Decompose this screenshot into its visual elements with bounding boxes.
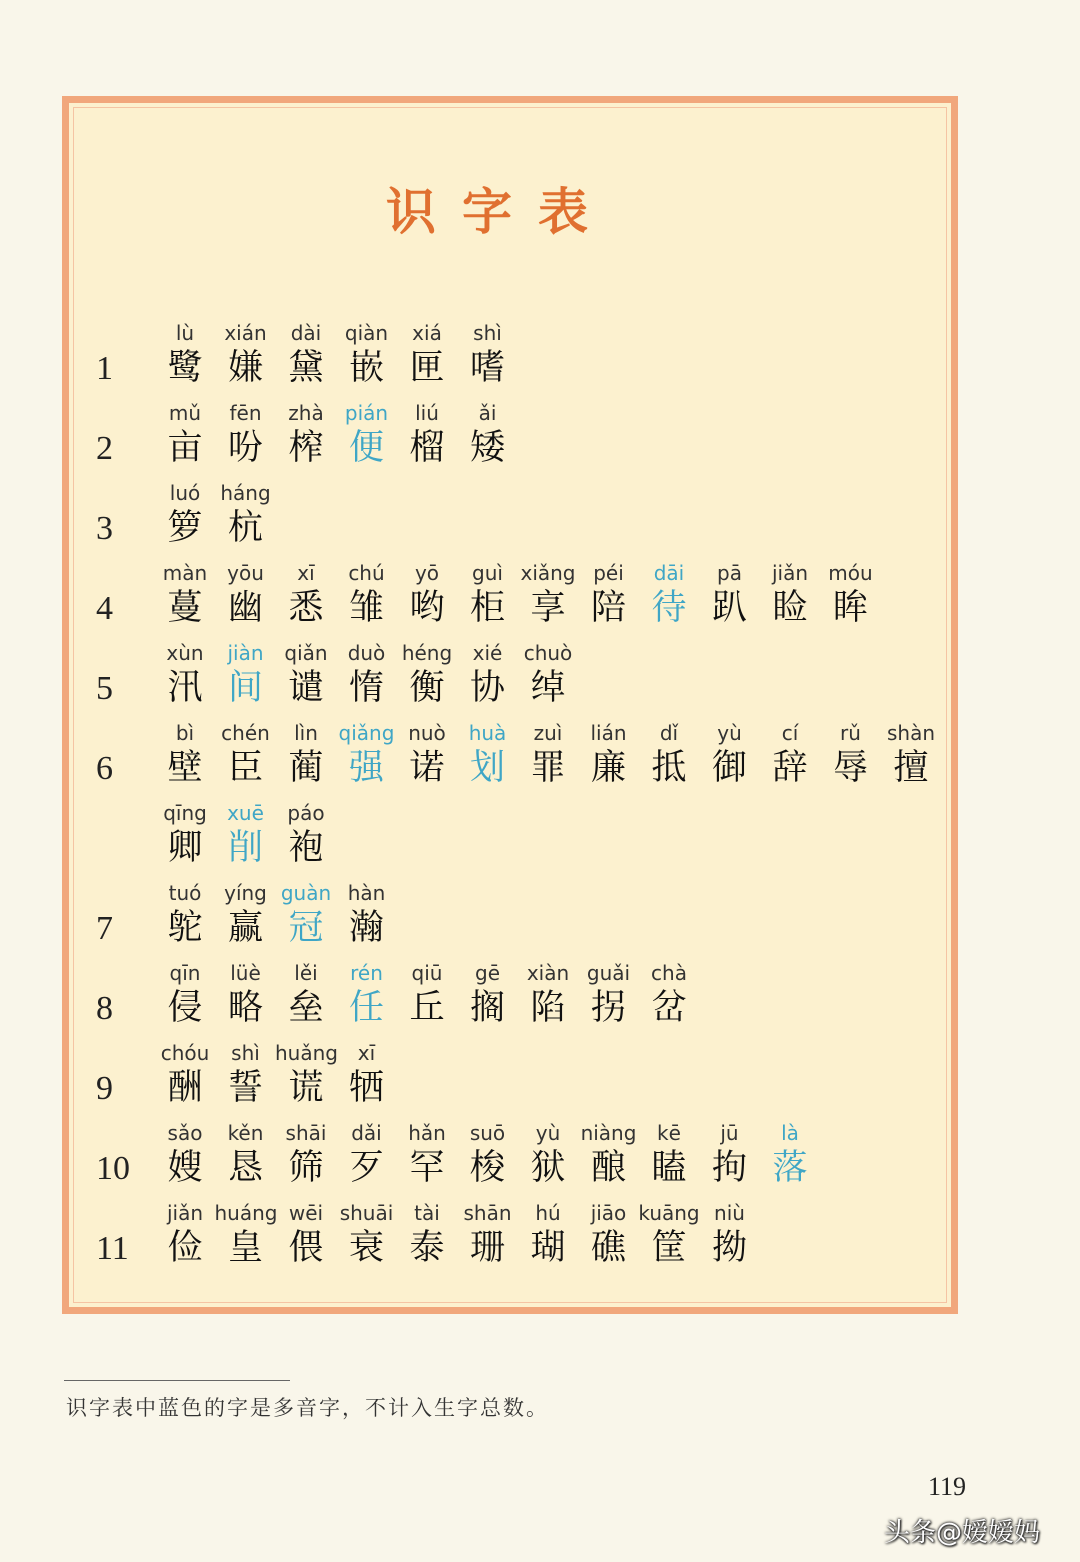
pinyin: jiāo xyxy=(590,1201,627,1225)
pinyin: pā xyxy=(717,561,742,585)
pinyin: cí xyxy=(781,721,799,745)
hanzi: 擅 xyxy=(893,748,929,788)
hanzi: 趴 xyxy=(711,588,747,628)
hanzi: 亩 xyxy=(167,428,203,468)
hanzi: 幽 xyxy=(227,588,263,628)
hanzi: 匣 xyxy=(409,348,445,388)
character xyxy=(154,640,216,710)
character xyxy=(880,720,942,790)
pinyin: jiàn xyxy=(227,641,264,665)
pinyin: tuó xyxy=(168,881,202,905)
pinyin: kē xyxy=(657,1121,681,1145)
character xyxy=(215,880,277,950)
hanzi: 嗜 xyxy=(469,348,505,388)
character xyxy=(457,320,519,390)
pinyin: qīn xyxy=(169,961,201,985)
character xyxy=(215,400,277,470)
character xyxy=(275,320,337,390)
lesson-row xyxy=(0,560,1000,638)
pinyin: nuò xyxy=(408,721,446,745)
character xyxy=(396,1200,458,1270)
pinyin: xián xyxy=(224,321,267,345)
character xyxy=(336,560,398,630)
character xyxy=(759,560,821,630)
character xyxy=(820,560,882,630)
pinyin: kěn xyxy=(227,1121,264,1145)
polyphonic-character xyxy=(759,1120,821,1190)
hanzi: 岔 xyxy=(651,988,687,1028)
character xyxy=(578,1120,640,1190)
hanzi: 榴 xyxy=(409,428,445,468)
pinyin: wēi xyxy=(288,1201,324,1225)
hanzi: 强 xyxy=(348,748,384,788)
pinyin: dǐ xyxy=(659,721,679,745)
lesson-row xyxy=(0,400,1000,478)
lesson-number: 7 xyxy=(96,910,113,947)
hanzi: 鸵 xyxy=(167,908,203,948)
character xyxy=(154,960,216,1030)
character xyxy=(457,640,519,710)
lesson-row xyxy=(0,1200,1000,1278)
pinyin: lìn xyxy=(294,721,318,745)
pinyin: jiǎn xyxy=(771,561,809,585)
hanzi: 瀚 xyxy=(348,908,384,948)
hanzi: 俭 xyxy=(167,1228,203,1268)
hanzi: 惰 xyxy=(348,668,384,708)
pinyin: liú xyxy=(415,401,439,425)
pinyin: rén xyxy=(350,961,383,985)
hanzi: 柜 xyxy=(469,588,505,628)
character xyxy=(154,880,216,950)
lesson-number: 3 xyxy=(96,510,113,547)
page-number: 119 xyxy=(928,1472,967,1501)
watermark: 头条@嫒嫒妈 xyxy=(884,1518,1041,1548)
character xyxy=(578,960,640,1030)
pinyin: xùn xyxy=(166,641,204,665)
hanzi: 筐 xyxy=(651,1228,687,1268)
hanzi: 狱 xyxy=(530,1148,566,1188)
hanzi: 蔓 xyxy=(167,588,203,628)
character xyxy=(638,1120,700,1190)
pinyin: chén xyxy=(221,721,270,745)
hanzi: 拐 xyxy=(590,988,626,1028)
character xyxy=(275,640,337,710)
hanzi: 侵 xyxy=(167,988,203,1028)
character xyxy=(154,560,216,630)
pinyin: mǔ xyxy=(168,401,202,425)
character xyxy=(215,1200,277,1270)
hanzi: 丘 xyxy=(409,988,445,1028)
hanzi: 衡 xyxy=(409,668,445,708)
pinyin: xiá xyxy=(412,321,442,345)
lesson-number: 11 xyxy=(96,1230,129,1267)
pinyin: hàn xyxy=(347,881,386,905)
character xyxy=(396,560,458,630)
hanzi: 廉 xyxy=(590,748,626,788)
pinyin: niù xyxy=(714,1201,745,1225)
pinyin: péi xyxy=(593,561,624,585)
lesson-row xyxy=(0,640,1000,718)
polyphonic-character xyxy=(336,720,398,790)
hanzi: 落 xyxy=(772,1148,808,1188)
hanzi: 壁 xyxy=(167,748,203,788)
pinyin: xiǎng xyxy=(520,561,576,585)
character xyxy=(578,720,640,790)
hanzi: 谴 xyxy=(288,668,324,708)
lesson-row xyxy=(0,880,1000,958)
hanzi: 冠 xyxy=(288,908,324,948)
hanzi: 协 xyxy=(469,668,505,708)
hanzi: 陪 xyxy=(590,588,626,628)
character xyxy=(396,400,458,470)
pinyin: dǎi xyxy=(351,1121,382,1145)
pinyin: hú xyxy=(535,1201,561,1225)
pinyin: jū xyxy=(720,1121,739,1145)
character xyxy=(275,1120,337,1190)
hanzi: 抵 xyxy=(651,748,687,788)
hanzi: 臣 xyxy=(227,748,263,788)
character xyxy=(336,1040,398,1110)
hanzi: 瞌 xyxy=(651,1148,687,1188)
hanzi: 牺 xyxy=(348,1068,384,1108)
hanzi: 诺 xyxy=(409,748,445,788)
character xyxy=(699,1120,761,1190)
hanzi: 袍 xyxy=(288,828,324,868)
hanzi: 罕 xyxy=(409,1148,445,1188)
hanzi: 辱 xyxy=(832,748,868,788)
character xyxy=(578,560,640,630)
pinyin: qiǎn xyxy=(284,641,328,665)
footnote: 识字表中蓝色的字是多音字，不计入生字总数。 xyxy=(66,1396,549,1420)
hanzi: 哟 xyxy=(409,588,445,628)
hanzi: 垒 xyxy=(288,988,324,1028)
hanzi: 绰 xyxy=(530,668,566,708)
pinyin: là xyxy=(781,1121,799,1145)
pinyin: tài xyxy=(414,1201,440,1225)
pinyin: rǔ xyxy=(840,721,861,745)
character xyxy=(336,640,398,710)
hanzi: 御 xyxy=(711,748,747,788)
polyphonic-character xyxy=(336,400,398,470)
pinyin: yō xyxy=(414,561,440,585)
hanzi: 辞 xyxy=(772,748,808,788)
character xyxy=(215,480,277,550)
pinyin: lù xyxy=(175,321,195,345)
hanzi: 黛 xyxy=(288,348,324,388)
lesson-number: 1 xyxy=(96,350,113,387)
pinyin: jiǎn xyxy=(166,1201,204,1225)
character xyxy=(154,1200,216,1270)
pinyin: háng xyxy=(220,481,271,505)
pinyin: qiū xyxy=(411,961,443,985)
hanzi: 皇 xyxy=(227,1228,263,1268)
pinyin: suō xyxy=(469,1121,506,1145)
character xyxy=(457,960,519,1030)
pinyin: yù xyxy=(717,721,742,745)
character xyxy=(275,1040,337,1110)
pinyin: lüè xyxy=(230,961,261,985)
character xyxy=(275,720,337,790)
character xyxy=(154,400,216,470)
lesson-number: 6 xyxy=(96,750,113,787)
character xyxy=(517,1120,579,1190)
pinyin: xuē xyxy=(227,801,264,825)
pinyin: shāi xyxy=(285,1121,327,1145)
pinyin: zuì xyxy=(533,721,563,745)
hanzi: 搁 xyxy=(469,988,505,1028)
polyphonic-character xyxy=(275,880,337,950)
pinyin: qiǎng xyxy=(338,721,395,745)
pinyin: huǎng xyxy=(275,1041,338,1065)
character xyxy=(638,720,700,790)
character xyxy=(275,400,337,470)
character xyxy=(154,320,216,390)
character xyxy=(638,1200,700,1270)
hanzi: 谎 xyxy=(288,1068,324,1108)
hanzi: 赢 xyxy=(227,908,263,948)
character xyxy=(154,480,216,550)
character xyxy=(336,1120,398,1190)
pinyin: chà xyxy=(651,961,687,985)
character xyxy=(699,560,761,630)
pinyin: shuāi xyxy=(339,1201,394,1225)
pinyin: qīng xyxy=(163,801,207,825)
hanzi: 略 xyxy=(227,988,263,1028)
character xyxy=(457,1120,519,1190)
character xyxy=(699,720,761,790)
hanzi: 箩 xyxy=(167,508,203,548)
pinyin: chuò xyxy=(523,641,573,665)
character xyxy=(517,560,579,630)
lesson-number: 8 xyxy=(96,990,113,1027)
hanzi: 恳 xyxy=(227,1148,263,1188)
pinyin: xié xyxy=(472,641,503,665)
hanzi: 睑 xyxy=(772,588,808,628)
character xyxy=(517,720,579,790)
hanzi: 嵌 xyxy=(348,348,384,388)
pinyin: fēn xyxy=(229,401,262,425)
lesson-number: 2 xyxy=(96,430,113,467)
character xyxy=(457,1200,519,1270)
character xyxy=(215,720,277,790)
pinyin: duò xyxy=(347,641,386,665)
hanzi: 杭 xyxy=(227,508,263,548)
character xyxy=(396,320,458,390)
pinyin: huáng xyxy=(214,1201,278,1225)
pinyin: shàn xyxy=(886,721,936,745)
pinyin: dài xyxy=(290,321,322,345)
footnote-divider xyxy=(64,1380,290,1381)
hanzi: 泰 xyxy=(409,1228,445,1268)
character xyxy=(215,1040,277,1110)
hanzi: 榨 xyxy=(288,428,324,468)
character xyxy=(578,1200,640,1270)
pinyin: xiàn xyxy=(526,961,570,985)
character xyxy=(396,640,458,710)
hanzi: 雏 xyxy=(348,588,384,628)
character xyxy=(215,320,277,390)
pinyin: sǎo xyxy=(167,1121,203,1145)
hanzi: 嫌 xyxy=(227,348,263,388)
character xyxy=(396,1120,458,1190)
character xyxy=(215,960,277,1030)
character xyxy=(215,560,277,630)
hanzi: 悉 xyxy=(288,588,324,628)
pinyin: héng xyxy=(401,641,453,665)
hanzi: 鹭 xyxy=(167,348,203,388)
character xyxy=(154,1040,216,1110)
hanzi: 间 xyxy=(227,668,263,708)
pinyin: niàng xyxy=(580,1121,637,1145)
hanzi: 蔺 xyxy=(288,748,324,788)
hanzi: 任 xyxy=(348,988,384,1028)
hanzi: 礁 xyxy=(590,1228,626,1268)
pinyin: lěi xyxy=(294,961,318,985)
character xyxy=(275,800,337,870)
pinyin: pián xyxy=(344,401,389,425)
lesson-number: 5 xyxy=(96,670,113,707)
pinyin: guǎi xyxy=(586,961,631,985)
hanzi: 眸 xyxy=(832,588,868,628)
pinyin: yíng xyxy=(224,881,267,905)
hanzi: 瑚 xyxy=(530,1228,566,1268)
pinyin: guì xyxy=(472,561,503,585)
pinyin: luó xyxy=(169,481,201,505)
hanzi: 拗 xyxy=(711,1228,747,1268)
pinyin: shì xyxy=(231,1041,260,1065)
character xyxy=(154,800,216,870)
character xyxy=(638,960,700,1030)
lesson-row xyxy=(0,1120,1000,1198)
character xyxy=(275,560,337,630)
character xyxy=(759,720,821,790)
hanzi: 便 xyxy=(348,428,384,468)
hanzi: 待 xyxy=(651,588,687,628)
pinyin: shì xyxy=(473,321,502,345)
hanzi: 享 xyxy=(530,588,566,628)
hanzi: 酿 xyxy=(590,1148,626,1188)
pinyin: xī xyxy=(297,561,315,585)
lesson-row xyxy=(0,720,1000,798)
pinyin: zhà xyxy=(288,401,324,425)
character xyxy=(517,1200,579,1270)
lesson-row xyxy=(0,1040,1000,1118)
hanzi: 陷 xyxy=(530,988,566,1028)
pinyin: ǎi xyxy=(478,401,497,425)
character xyxy=(457,400,519,470)
pinyin: yù xyxy=(535,1121,561,1145)
lesson-number: 10 xyxy=(96,1150,130,1187)
hanzi: 嫂 xyxy=(167,1148,203,1188)
lesson-row xyxy=(0,960,1000,1038)
lesson-number: 9 xyxy=(96,1070,113,1107)
character xyxy=(215,1120,277,1190)
lesson-row xyxy=(0,320,1000,398)
character xyxy=(336,880,398,950)
pinyin: chú xyxy=(348,561,385,585)
pinyin: lián xyxy=(590,721,627,745)
hanzi: 誓 xyxy=(227,1068,263,1108)
character xyxy=(275,960,337,1030)
character xyxy=(154,720,216,790)
pinyin: shān xyxy=(463,1201,512,1225)
hanzi: 酬 xyxy=(167,1068,203,1108)
character xyxy=(517,960,579,1030)
hanzi: 珊 xyxy=(469,1228,505,1268)
lesson-row xyxy=(0,480,1000,558)
pinyin: kuāng xyxy=(638,1201,700,1225)
character xyxy=(275,1200,337,1270)
hanzi: 削 xyxy=(227,828,263,868)
hanzi: 汛 xyxy=(167,668,203,708)
hanzi: 拘 xyxy=(711,1148,747,1188)
hanzi: 衰 xyxy=(348,1228,384,1268)
hanzi: 梭 xyxy=(469,1148,505,1188)
polyphonic-character xyxy=(336,960,398,1030)
hanzi: 歹 xyxy=(348,1148,384,1188)
hanzi: 罪 xyxy=(530,748,566,788)
character xyxy=(699,1200,761,1270)
character xyxy=(517,640,579,710)
pinyin: gē xyxy=(475,961,500,985)
pinyin: chóu xyxy=(160,1041,210,1065)
hanzi: 吩 xyxy=(227,428,263,468)
character xyxy=(396,720,458,790)
pinyin: xī xyxy=(357,1041,376,1065)
pinyin: yōu xyxy=(227,561,264,585)
pinyin: hǎn xyxy=(408,1121,446,1145)
character xyxy=(154,1120,216,1190)
character xyxy=(396,960,458,1030)
hanzi: 卿 xyxy=(167,828,203,868)
lesson-row xyxy=(0,800,1000,878)
pinyin: páo xyxy=(287,801,325,825)
character xyxy=(336,1200,398,1270)
character xyxy=(457,560,519,630)
polyphonic-character xyxy=(638,560,700,630)
hanzi: 划 xyxy=(469,748,505,788)
pinyin: màn xyxy=(162,561,208,585)
polyphonic-character xyxy=(215,640,277,710)
polyphonic-character xyxy=(215,800,277,870)
pinyin: bì xyxy=(175,721,195,745)
page-title: 识字表 xyxy=(386,182,614,241)
character xyxy=(820,720,882,790)
hanzi: 矮 xyxy=(469,428,505,468)
pinyin: guàn xyxy=(280,881,332,905)
character xyxy=(336,320,398,390)
pinyin: qiàn xyxy=(344,321,389,345)
hanzi: 筛 xyxy=(288,1148,324,1188)
polyphonic-character xyxy=(457,720,519,790)
lesson-number: 4 xyxy=(96,590,113,627)
hanzi: 偎 xyxy=(288,1228,324,1268)
pinyin: huà xyxy=(468,721,507,745)
pinyin: dāi xyxy=(653,561,685,585)
pinyin: móu xyxy=(828,561,873,585)
